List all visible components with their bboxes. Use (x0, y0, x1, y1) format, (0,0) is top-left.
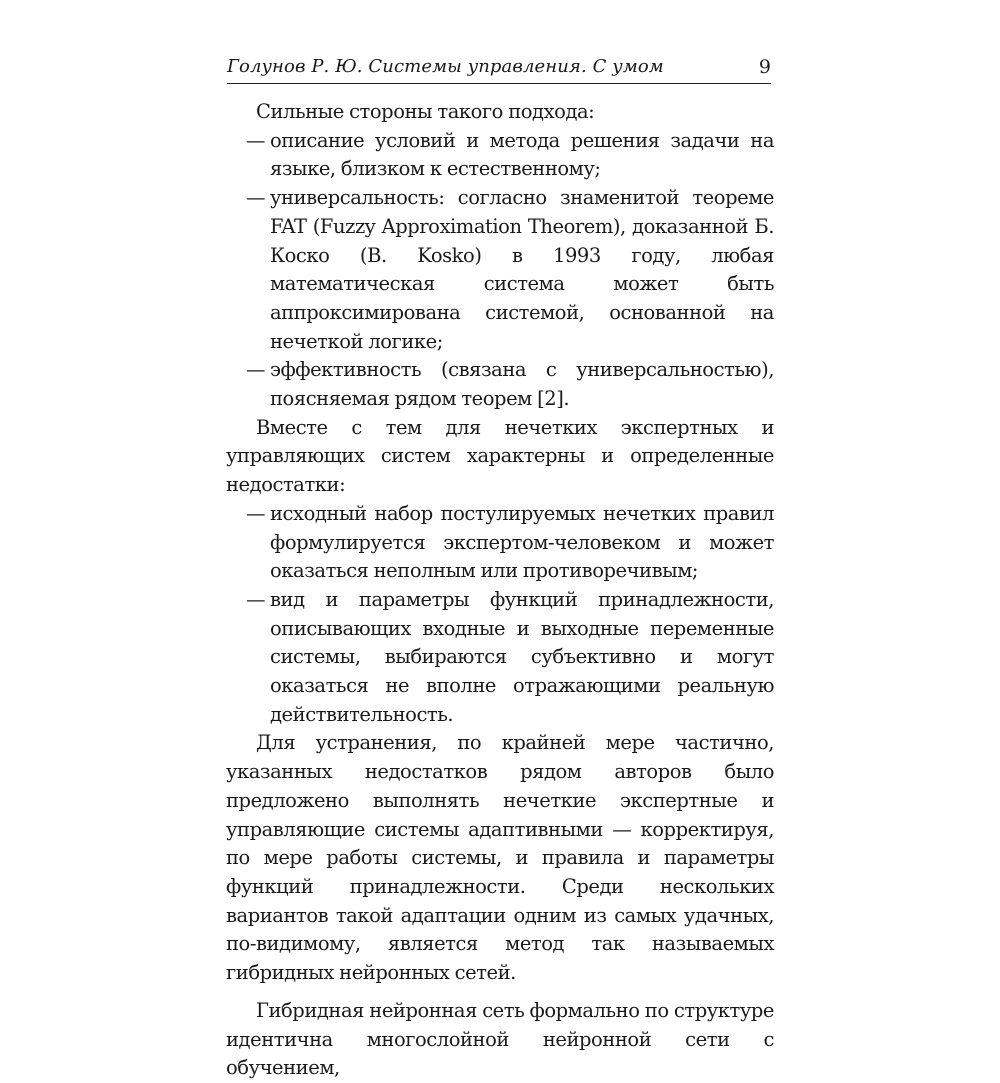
strengths-list (226, 127, 774, 414)
drawbacks-list (226, 500, 774, 730)
list-dash: — (246, 128, 266, 152)
running-title: Голунов Р. Ю. Системы управления. С умом (227, 56, 664, 77)
list-item (226, 184, 774, 356)
paragraph-drawbacks-intro: Вместе с тем для нечетких экспертных и управляющих систем характерны и определенные недостатки: (226, 415, 774, 497)
paragraph-strengths-intro: Сильные стороны такого подхода: (256, 100, 595, 123)
body-text (226, 98, 774, 1083)
list-item (226, 500, 774, 586)
running-header (227, 52, 771, 84)
list-dash: — (246, 358, 266, 382)
list-item-text: исходный набор постулируемых нечетких правил формулируется экспертом-человеком и может оказаться неполным или противоречивым; (270, 501, 774, 583)
list-item (226, 586, 774, 730)
list-dash: — (246, 501, 266, 525)
list-item-text: описание условий и метода решения задачи на языке, близком к естественному; (270, 128, 774, 181)
list-dash: — (246, 186, 266, 210)
list-item (226, 127, 774, 184)
paragraph-hybrid-network: Гибридная нейронная сеть формально по структуре идентична многослойной нейронной сети с обучением, (226, 998, 774, 1080)
list-item-text: вид и параметры функций принадлежности, описывающих входные и выходные переменные системы, выбираются субъективно и могут оказаться не вполне отражающими реальную действительность. (270, 587, 774, 726)
list-dash: — (246, 587, 266, 611)
paragraph-adaptive-systems: Для устранения, по крайней мере частично, указанных недостатков рядом авторов было предложено выполнять нечеткие экспертные и управляющие системы адаптивными — корректируя, по мере работы системы, и правила и параметры функций принадлежности. Среди нескольких вариантов такой адаптации одним из самых удачных, по-видимому, является метод так называемых гибридных нейронных сетей. (226, 731, 774, 985)
header-rule (227, 83, 771, 84)
page-number: 9 (758, 56, 771, 78)
list-item-text: универсальность: согласно знаменитой теореме FAT (Fuzzy Approximation Theorem), доказанной Б. Коско (B. Kosko) в 1993 году, любая математическая система может быть аппроксимирована системой, основанной на нечеткой логике; (270, 186, 774, 353)
list-item (226, 356, 774, 413)
list-item-text: эффективность (связана с универсальностью), поясняемая рядом теорем [2]. (270, 358, 774, 411)
